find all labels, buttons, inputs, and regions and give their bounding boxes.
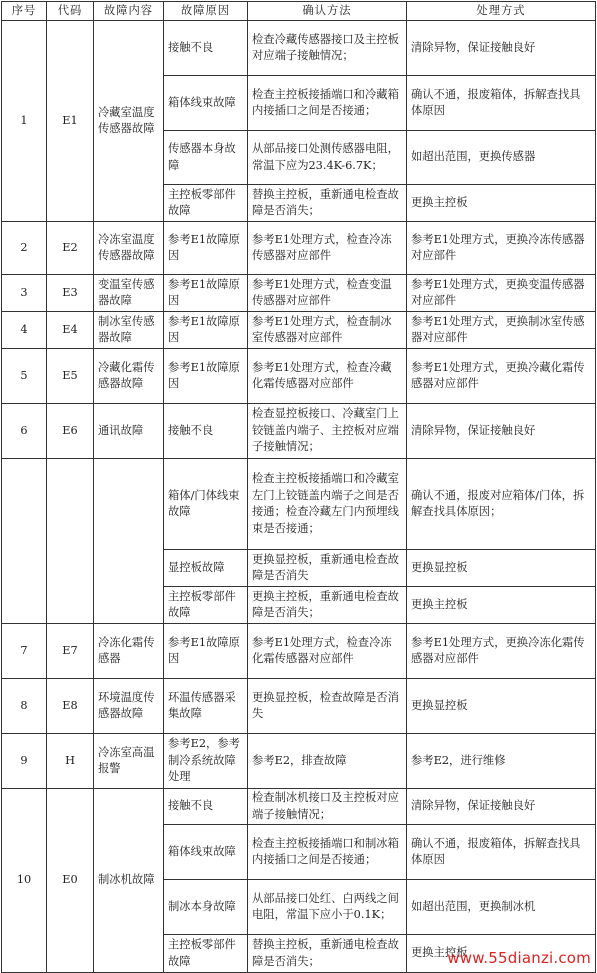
cell-action: 参考E1处理方式，更换冷藏化霜传感器对应部件 (407, 349, 596, 404)
cell-method: 更换主控板，重新通电检查故障是否消失； (248, 587, 407, 624)
cell-method: 检查冷藏传感器接口及主控板对应端子接触情况； (248, 21, 407, 76)
cell-action: 确认不通，报废箱体，拆解查找具体原因 (407, 76, 596, 131)
cell-code: E3 (47, 275, 94, 312)
cell-cause: 制冰本身故障 (164, 880, 248, 935)
cell-content: 冷藏室温度传感器故障 (94, 21, 164, 222)
cell-method: 从部品接口处测传感器电阻，常温下应为23.4K-6.7K； (248, 131, 407, 185)
cell-method: 检查主控板接插端口和冷藏室左门上铰链盖内端子之间是否接通；检查冷藏左门内预埋线束是否接通； (248, 459, 407, 550)
table-row (2, 679, 596, 734)
cell-action: 更换主控板 (407, 935, 596, 973)
cell-content: 冷藏化霜传感器故障 (94, 349, 164, 404)
cell-code: E6 (47, 404, 94, 459)
header-action: 处理方式 (407, 2, 596, 21)
cell-action: 确认不通，报废对应箱体/门体，拆解查找具体原因； (407, 459, 596, 550)
cell-cause: 箱体线束故障 (164, 825, 248, 880)
cell-cause: 接触不良 (164, 789, 248, 825)
cell-method: 更换显控板，重新通电检查故障是否消失 (248, 550, 407, 587)
cell-action: 如超出范围，更换制冰机 (407, 880, 596, 935)
cell-cause: 接触不良 (164, 404, 248, 459)
header-cause: 故障原因 (164, 2, 248, 21)
cell-cause: 参考E1故障原因 (164, 275, 248, 312)
cell-method: 更换显控板，检查故障是否消失 (248, 679, 407, 734)
cell-action: 清除异物，保证接触良好 (407, 789, 596, 825)
cell-content: 变温室传感器故障 (94, 275, 164, 312)
cell-cause: 环温传感器采集故障 (164, 679, 248, 734)
cell-cause: 接触不良 (164, 21, 248, 76)
header-no: 序号 (2, 2, 47, 21)
cell-action: 参考E1处理方式，更换制冰室传感器对应部件 (407, 312, 596, 349)
cell-action: 更换显控板 (407, 550, 596, 587)
cell-method: 参考E1处理方式，检查变温传感器对应部件 (248, 275, 407, 312)
cell-content: 制冰室传感器故障 (94, 312, 164, 349)
table-row (2, 789, 596, 825)
cell-method: 从部品接口处红、白两线之间电阻，常温下应小于0.1K； (248, 880, 407, 935)
cell-code: E8 (47, 679, 94, 734)
cell-cause: 参考E1故障原因 (164, 312, 248, 349)
cell-cause: 箱体/门体线束故障 (164, 459, 248, 550)
cell-code: E7 (47, 624, 94, 679)
header-content: 故障内容 (94, 2, 164, 21)
cell-no: 6 (2, 404, 47, 459)
cell-no: 3 (2, 275, 47, 312)
cell-method: 检查主控板接插端口和冷藏箱内接插口之间是否接通； (248, 76, 407, 131)
cell-action: 确认不通，报废箱体，拆解查找具体原因 (407, 825, 596, 880)
header-code: 代码 (47, 2, 94, 21)
cell-code: E0 (47, 789, 94, 973)
cell-method: 参考E2，排查故障 (248, 734, 407, 789)
cell-cause: 显控板故障 (164, 550, 248, 587)
cell-content: 冷冻室高温报警 (94, 734, 164, 789)
cell-method: 检查主控板接插端口和制冰箱内接插口之间是否接通； (248, 825, 407, 880)
table-row (2, 275, 596, 312)
cell-code (47, 459, 94, 624)
cell-content: 制冰机故障 (94, 789, 164, 973)
cell-action: 参考E2，进行维修 (407, 734, 596, 789)
cell-cause: 参考E2，参考制冷系统故障处理 (164, 734, 248, 789)
cell-code: E5 (47, 349, 94, 404)
cell-cause: 参考E1故障原因 (164, 624, 248, 679)
table-row (2, 349, 596, 404)
cell-method: 替换主控板，重新通电检查故障是否消失； (248, 185, 407, 222)
cell-method: 参考E1处理方式，检查冷冻传感器对应部件 (248, 222, 407, 275)
cell-method: 检查制冰机接口及主控板对应端子接触情况； (248, 789, 407, 825)
cell-action: 更换主控板 (407, 185, 596, 222)
cell-method: 参考E1处理方式，检查冷藏化霜传感器对应部件 (248, 349, 407, 404)
table-row (2, 624, 596, 679)
cell-code: E4 (47, 312, 94, 349)
cell-action: 参考E1处理方式，更换冷冻传感器对应部件 (407, 222, 596, 275)
cell-no: 4 (2, 312, 47, 349)
cell-no: 2 (2, 222, 47, 275)
header-row (2, 2, 596, 21)
cell-no: 9 (2, 734, 47, 789)
cell-no: 7 (2, 624, 47, 679)
cell-action: 清除异物，保证接触良好 (407, 404, 596, 459)
cell-no (2, 459, 47, 624)
cell-action: 清除异物，保证接触良好 (407, 21, 596, 76)
header-method: 确认方法 (248, 2, 407, 21)
cell-content: 冷冻化霜传感器 (94, 624, 164, 679)
watermark: www.55dianzi.com (447, 949, 591, 967)
cell-content: 通讯故障 (94, 404, 164, 459)
cell-code: E2 (47, 222, 94, 275)
table-row (2, 734, 596, 789)
cell-cause: 传感器本身故障 (164, 131, 248, 185)
table-row (2, 21, 596, 76)
cell-content (94, 459, 164, 624)
cell-action: 更换显控板 (407, 679, 596, 734)
table-row (2, 312, 596, 349)
cell-code: E1 (47, 21, 94, 222)
cell-cause: 主控板零部件故障 (164, 185, 248, 222)
cell-no: 5 (2, 349, 47, 404)
cell-method: 参考E1处理方式，检查冷冻化霜传感器对应部件 (248, 624, 407, 679)
cell-content: 环境温度传感器故障 (94, 679, 164, 734)
table-row (2, 459, 596, 550)
cell-cause: 参考E1故障原因 (164, 222, 248, 275)
cell-action: 参考E1处理方式，更换变温传感器对应部件 (407, 275, 596, 312)
cell-content: 冷冻室温度传感器故障 (94, 222, 164, 275)
cell-method: 参考E1处理方式，检查制冰室传感器对应部件 (248, 312, 407, 349)
cell-action: 如超出范围，更换传感器 (407, 131, 596, 185)
cell-cause: 主控板零部件故障 (164, 935, 248, 973)
fault-code-table (1, 1, 596, 973)
cell-action: 参考E1处理方式，更换冷冻化霜传感器对应部件 (407, 624, 596, 679)
cell-code: H (47, 734, 94, 789)
cell-action: 更换主控板 (407, 587, 596, 624)
cell-cause: 参考E1故障原因 (164, 349, 248, 404)
table-row (2, 404, 596, 459)
cell-cause: 箱体线束故障 (164, 76, 248, 131)
cell-no: 8 (2, 679, 47, 734)
cell-no: 10 (2, 789, 47, 973)
cell-method: 替换主控板，重新通电检查故障是否消失； (248, 935, 407, 973)
cell-cause: 主控板零部件故障 (164, 587, 248, 624)
cell-no: 1 (2, 21, 47, 222)
table-row (2, 222, 596, 275)
cell-method: 检查显控板接口、冷藏室门上铰链盖内端子、主控板对应端子接触情况； (248, 404, 407, 459)
